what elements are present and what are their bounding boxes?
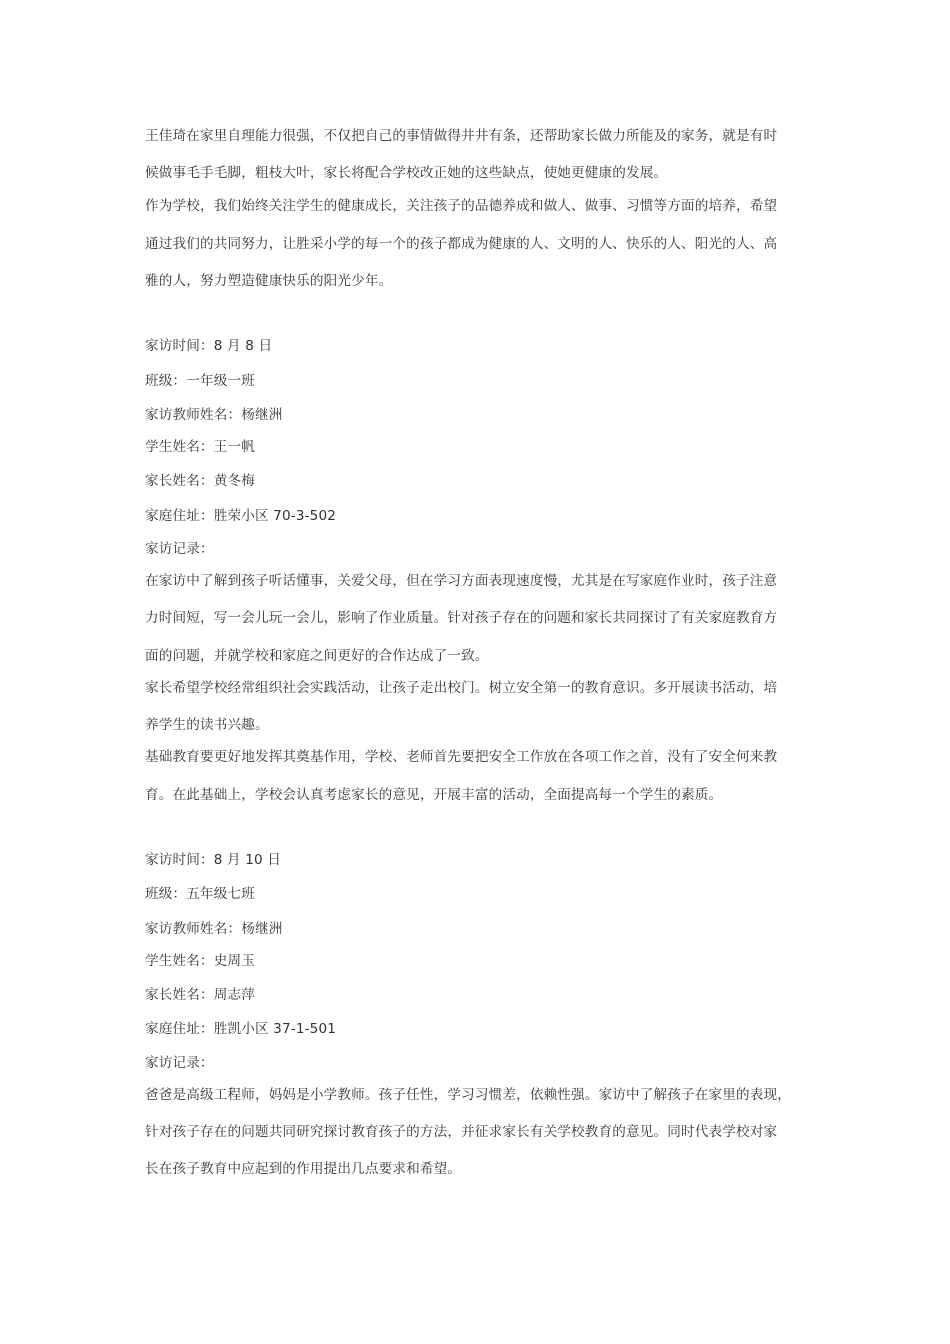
intro-line: 王佳琦在家里自理能力很强，不仅把自己的事情做得井井有条，还帮助家长做力所能及的家务，就是有时 <box>145 128 778 144</box>
visit1-record-line: 面的问题，并就学校和家庭之间更好的合作达成了一致。 <box>145 648 489 664</box>
visit1-teacher: 家访教师姓名：杨继洲 <box>145 407 283 423</box>
intro-line: 通过我们的共同努力，让胜采小学的每一个的孩子都成为健康的人、文明的人、快乐的人、阳光的人、高 <box>145 236 778 252</box>
visit2-record-line: 长在孩子教育中应起到的作用提出几点要求和希望。 <box>145 1161 462 1177</box>
visit1-record-line: 家长希望学校经常组织社会实践活动，让孩子走出校门。树立安全第一的教育意识。多开展读书活动，培 <box>145 680 778 696</box>
visit1-time-value: 8 月 8 日 <box>213 338 273 354</box>
visit2-time: 家访时间：8 月 10 日 <box>145 852 282 868</box>
visit2-time-value: 8 月 10 日 <box>213 852 282 868</box>
visit2-address: 家庭住址：胜凯小区 37-1-501 <box>145 1021 337 1037</box>
visit2-record-label: 家访记录： <box>145 1055 214 1071</box>
document-page <box>145 0 813 1344</box>
intro-line: 雅的人，努力塑造健康快乐的阳光少年。 <box>145 273 393 289</box>
visit1-record-label: 家访记录： <box>145 541 214 557</box>
visit2-record-line: 针对孩子存在的问题共同研究探讨教育孩子的方法，并征求家长有关学校教育的意见。同时代表学校对家 <box>145 1124 778 1140</box>
visit1-record-line: 基础教育要更好地发挥其奠基作用，学校、老师首先要把安全工作放在各项工作之首，没有了安全何来教 <box>145 749 778 765</box>
visit1-address: 家庭住址：胜荣小区 70-3-502 <box>145 508 337 524</box>
visit2-address-number: 37-1-501 <box>273 1021 337 1037</box>
intro-line: 作为学校，我们始终关注学生的健康成长，关注孩子的品德养成和做人、做事、习惯等方面的培养，希望 <box>145 198 778 214</box>
visit1-class: 班级：一年级一班 <box>145 373 255 389</box>
visit1-parent: 家长姓名：黄冬梅 <box>145 473 255 489</box>
visit2-teacher: 家访教师姓名：杨继洲 <box>145 921 283 937</box>
visit1-student: 学生姓名：王一帆 <box>145 439 255 455</box>
visit1-address-number: 70-3-502 <box>273 508 337 524</box>
intro-line: 候做事毛手毛脚，粗枝大叶，家长将配合学校改正她的这些缺点，使她更健康的发展。 <box>145 165 668 181</box>
visit2-record-line: 爸爸是高级工程师，妈妈是小学教师。孩子任性，学习习惯差，依赖性强。家访中了解孩子在家里的表现， <box>145 1087 791 1103</box>
visit1-time: 家访时间：8 月 8 日 <box>145 338 273 354</box>
visit1-record-line: 在家访中了解到孩子听话懂事，关爱父母，但在学习方面表现速度慢，尤其是在写家庭作业时，孩子注意 <box>145 573 778 589</box>
visit1-record-line: 力时间短，写一会儿玩一会儿，影响了作业质量。针对孩子存在的问题和家长共同探讨了有关家庭教育方 <box>145 610 778 626</box>
visit1-record-line: 育。在此基础上，学校会认真考虑家长的意见，开展丰富的活动，全面提高每一个学生的素质。 <box>145 787 723 803</box>
visit2-parent: 家长姓名：周志萍 <box>145 987 255 1003</box>
visit2-class: 班级：五年级七班 <box>145 886 255 902</box>
visit1-record-line: 养学生的读书兴趣。 <box>145 717 269 733</box>
visit2-student: 学生姓名：史周玉 <box>145 953 255 969</box>
